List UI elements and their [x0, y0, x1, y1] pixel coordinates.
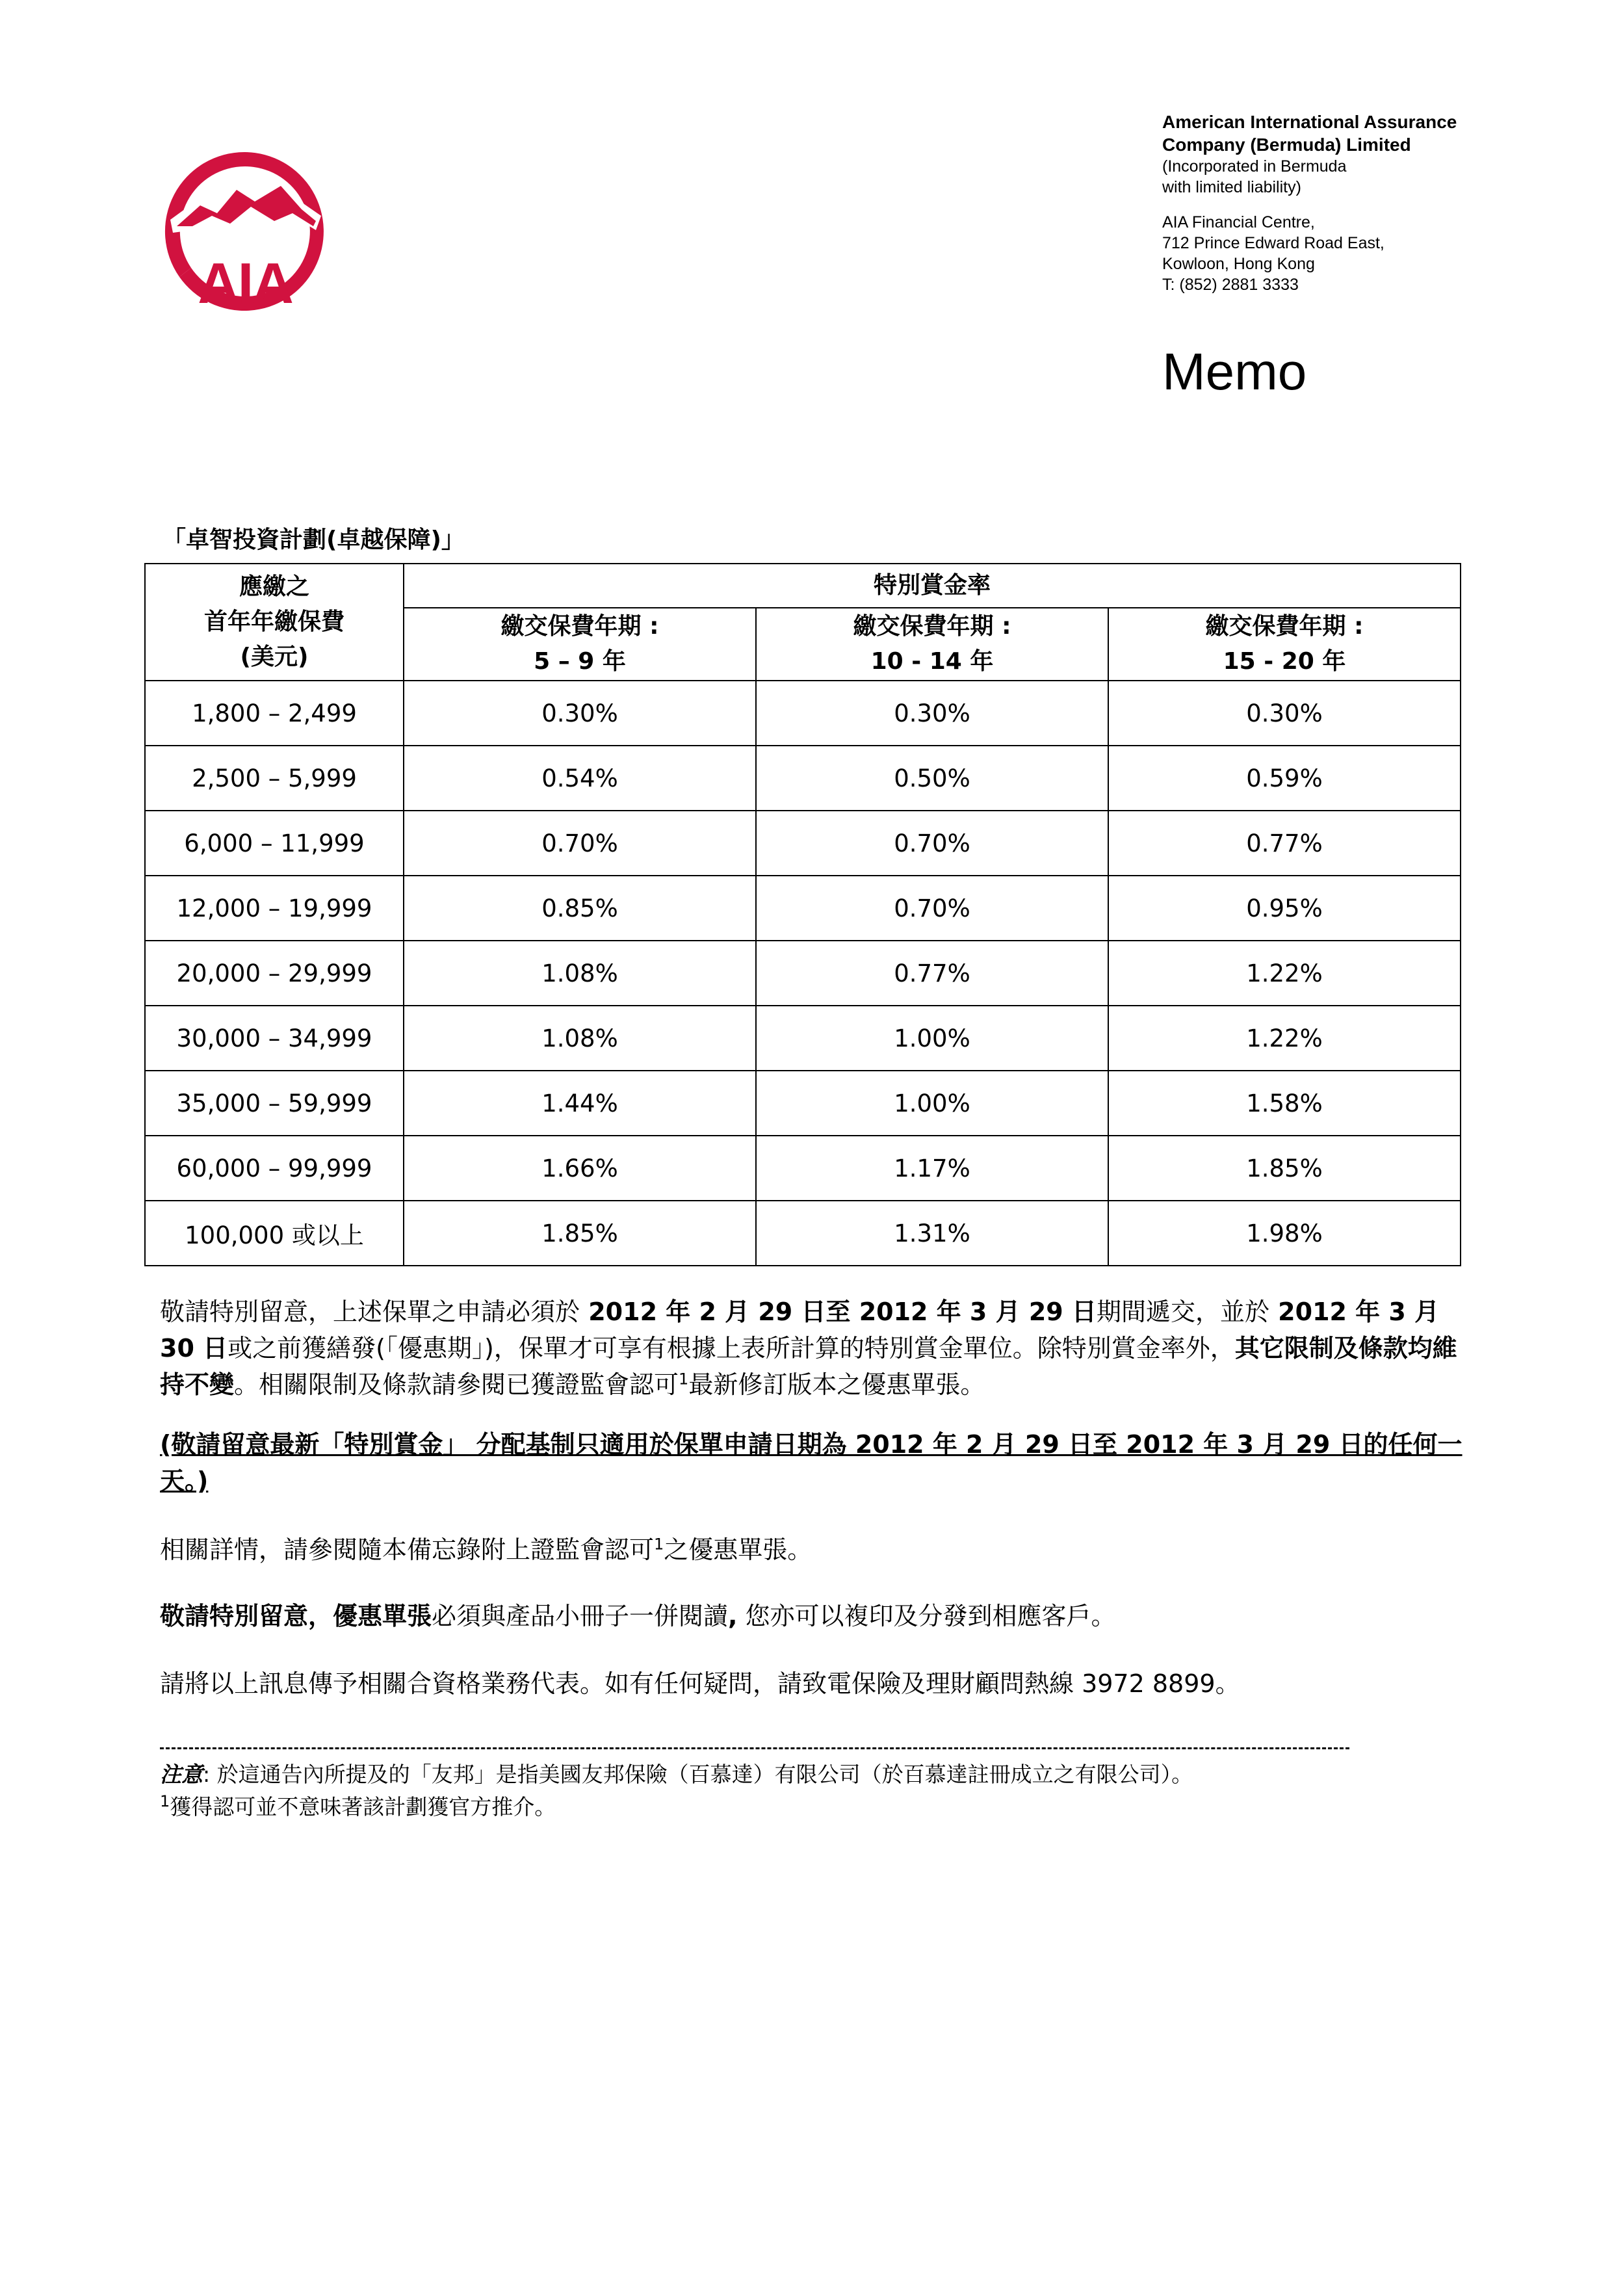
para4-bold1: 敬請特別留意，優惠單張 [160, 1602, 432, 1630]
para4-bold2: , [728, 1602, 738, 1630]
premium-range: 6,000 – 11,999 [145, 811, 404, 876]
incorporated-line2: with limited liability) [1162, 178, 1301, 196]
table-row [145, 876, 1461, 941]
para1-terms-unchanged: 其它限制及條款均維持不變 [160, 1334, 1457, 1399]
rate-cell: 0.77% [756, 941, 1108, 1006]
para1-text4: 。相關限制及條款請參閱已獲證監會認可 [234, 1370, 679, 1399]
footnote-ref: 1 [679, 1370, 689, 1389]
term-header-1 [404, 608, 756, 681]
company-info [1162, 111, 1585, 295]
rate-cell: 1.08% [404, 1006, 756, 1071]
premium-range: 60,000 – 99,999 [145, 1136, 404, 1201]
rate-cell: 1.17% [756, 1136, 1108, 1201]
address-line2: 712 Prince Edward Road East, [1162, 234, 1384, 252]
premium-range: 12,000 – 19,999 [145, 876, 404, 941]
allocation-notice: (敬請留意最新「特別賞金」 分配基制只適用於保單申請日期為 2012 年 2 月 29 日至 2012 年 3 月 29 日的任何一天。) [160, 1430, 1462, 1495]
aia-logo [153, 148, 337, 312]
term-years: 15 - 20 年 [1223, 648, 1346, 675]
plan-title: 「卓智投資計劃(卓越保障)」 [162, 527, 465, 553]
bonus-rate-table [144, 563, 1461, 1266]
premium-range: 30,000 – 34,999 [145, 1006, 404, 1071]
term-label: 繳交保費年期 : [1205, 613, 1364, 640]
address-line3: Kowloon, Hong Kong [1162, 255, 1315, 273]
table-row [145, 941, 1461, 1006]
rate-cell: 0.77% [1108, 811, 1461, 876]
phone-number: T: (852) 2881 3333 [1162, 276, 1299, 294]
company-address [1162, 212, 1585, 295]
rate-cell: 1.22% [1108, 1006, 1461, 1071]
address-line1: AIA Financial Centre, [1162, 213, 1315, 231]
para1-text3: 或之前獲繕發(「優惠期」)，保單才可享有根據上表所計算的特別賞金單位。除特別賞金率外， [228, 1334, 1235, 1363]
para1-text2: 期間遞交，並於 [1096, 1298, 1269, 1326]
premium-header-line1: 應繳之 [239, 573, 309, 600]
para4-text1: 必須與產品小冊子一併閱讀 [432, 1602, 729, 1630]
rate-cell: 1.31% [756, 1201, 1108, 1266]
table-row [145, 1071, 1461, 1136]
rate-cell: 1.85% [404, 1201, 756, 1266]
para1-issue-date: 2012 年 3 月 30 日 [160, 1298, 1440, 1363]
para1-text5: 最新修訂版本之優惠單張。 [688, 1370, 985, 1399]
dashed-divider [160, 1747, 1349, 1749]
rate-cell: 1.98% [1108, 1201, 1461, 1266]
table-row [145, 1201, 1461, 1266]
premium-header [145, 564, 404, 681]
para3-text1: 相關詳情，請參閱隨本備忘錄附上證監會認可 [160, 1535, 655, 1564]
company-name-line1: American International Assurance [1162, 112, 1457, 132]
offer-period-paragraph [160, 1294, 1473, 1403]
hotline-paragraph: 請將以上訊息傳予相關合資格業務代表。如有任何疑問，請致電保險及理財顧問熱線 3972 8899。 [160, 1669, 1240, 1698]
rate-cell: 0.30% [404, 681, 756, 746]
rate-cell: 0.30% [1108, 681, 1461, 746]
rate-cell: 1.00% [756, 1071, 1108, 1136]
term-years: 10 - 14 年 [870, 648, 994, 675]
rate-cell: 0.30% [756, 681, 1108, 746]
rate-cell: 0.54% [404, 746, 756, 811]
premium-range: 2,500 – 5,999 [145, 746, 404, 811]
incorporated-line1: (Incorporated in Bermuda [1162, 157, 1347, 176]
note-text2: 獲得認可並不意味著該計劃獲官方推介。 [170, 1794, 556, 1820]
premium-range: 20,000 – 29,999 [145, 941, 404, 1006]
term-years: 5 – 9 年 [534, 648, 626, 675]
note-authorization [160, 1792, 1525, 1823]
para1-text1: 敬請特別留意，上述保單之申請必須於 [160, 1298, 580, 1326]
rate-cell: 0.85% [404, 876, 756, 941]
note-text1: : 於這通告內所提及的「友邦」是指美國友邦保險（百慕達）有限公司（於百慕達註冊成立之有限公司）。 [203, 1762, 1193, 1787]
rate-cell: 1.58% [1108, 1071, 1461, 1136]
memo-title: Memo [1162, 343, 1307, 400]
rate-cell: 1.44% [404, 1071, 756, 1136]
details-paragraph [160, 1532, 1473, 1568]
table-row [145, 811, 1461, 876]
term-label: 繳交保費年期 : [500, 613, 659, 640]
table-row [145, 1136, 1461, 1201]
rate-cell: 0.70% [404, 811, 756, 876]
company-name-line2: Company (Bermuda) Limited [1162, 135, 1411, 155]
para1-date-range: 2012 年 2 月 29 日至 2012 年 3 月 29 日 [580, 1298, 1097, 1326]
term-header-3 [1108, 608, 1461, 681]
rate-cell: 0.70% [756, 811, 1108, 876]
rate-cell: 1.66% [404, 1136, 756, 1201]
rate-cell: 0.95% [1108, 876, 1461, 941]
leaflet-paragraph [160, 1598, 1473, 1634]
note-aia-definition [160, 1759, 1525, 1790]
table-row [145, 746, 1461, 811]
rate-cell: 1.22% [1108, 941, 1461, 1006]
table-row [145, 681, 1461, 746]
premium-header-line2: 首年年繳保費 [203, 608, 344, 635]
premium-range: 35,000 – 59,999 [145, 1071, 404, 1136]
logo-text: AIA [198, 251, 292, 312]
rate-cell: 1.85% [1108, 1136, 1461, 1201]
rate-cell: 1.08% [404, 941, 756, 1006]
term-header-2 [756, 608, 1108, 681]
para3-text2: 之優惠單張。 [664, 1535, 812, 1564]
bonus-rate-header: 特別賞金率 [404, 564, 1461, 608]
rate-cell: 0.59% [1108, 746, 1461, 811]
footnote-mark: 1 [160, 1792, 170, 1810]
premium-range: 100,000 或以上 [145, 1201, 404, 1266]
premium-range: 1,800 – 2,499 [145, 681, 404, 746]
rate-cell: 0.70% [756, 876, 1108, 941]
footnote-ref: 1 [654, 1535, 664, 1554]
table-row [145, 1006, 1461, 1071]
premium-header-line3: (美元) [240, 644, 309, 670]
para4-text2: 您亦可以複印及分發到相應客戶。 [737, 1602, 1116, 1630]
rate-cell: 1.00% [756, 1006, 1108, 1071]
term-label: 繳交保費年期 : [853, 613, 1011, 640]
note-lead: 注意 [160, 1762, 203, 1787]
rate-cell: 0.50% [756, 746, 1108, 811]
